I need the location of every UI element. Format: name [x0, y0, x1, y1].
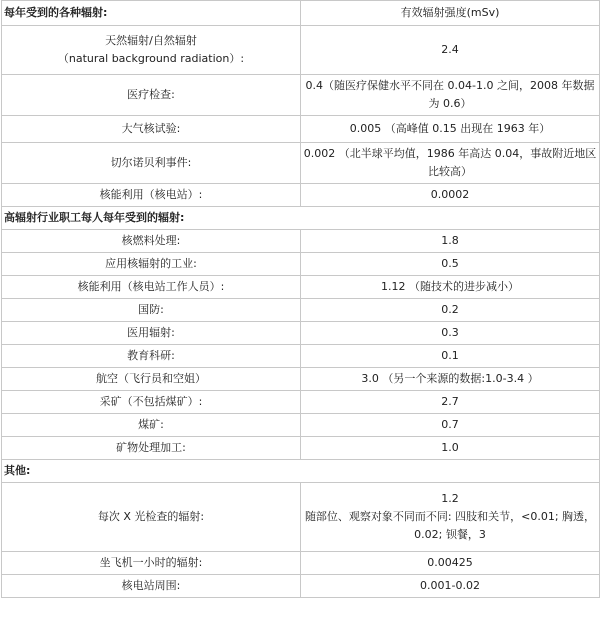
row-value: 1.0 [301, 437, 600, 460]
row-label: 每次 X 光检查的辐射: [2, 483, 301, 552]
row-value: 0.5 [301, 253, 600, 276]
section-title: 高辐射行业职工每人每年受到的辐射: [2, 207, 600, 230]
table-row [2, 437, 600, 460]
table-row [2, 299, 600, 322]
radiation-table [1, 0, 600, 598]
table-row [2, 391, 600, 414]
row-label: 国防: [2, 299, 301, 322]
row-value: 3.0 （另一个来源的数据:1.0-3.4 ） [301, 368, 600, 391]
row-value: 0.4（随医疗保健水平不同在 0.04-1.0 之间，2008 年数据为 0.6） [301, 75, 600, 116]
row-value: 1.12 （随技术的进步减小） [301, 276, 600, 299]
row-label-line1: 天然辐射/自然辐射 [105, 34, 197, 47]
section-title-row [2, 460, 600, 483]
row-label: 坐飞机一小时的辐射: [2, 552, 301, 575]
row-label: 核能利用（核电站）: [2, 184, 301, 207]
row-label [2, 26, 301, 75]
row-value: 0.3 [301, 322, 600, 345]
row-label: 煤矿: [2, 414, 301, 437]
row-label: 大气核试验: [2, 116, 301, 143]
row-label: 航空（飞行员和空姐） [2, 368, 301, 391]
header-right: 有效辐射强度(mSv) [301, 1, 600, 26]
section-title-row [2, 207, 600, 230]
row-label: 医用辐射: [2, 322, 301, 345]
row-label-line2: （natural background radiation）: [57, 52, 245, 65]
table-row [2, 276, 600, 299]
row-label: 矿物处理加工: [2, 437, 301, 460]
row-value: 2.4 [301, 26, 600, 75]
row-label: 采矿（不包括煤矿）: [2, 391, 301, 414]
table-row [2, 322, 600, 345]
row-value: 2.7 [301, 391, 600, 414]
table-row [2, 26, 600, 75]
header-left: 每年受到的各种辐射: [2, 1, 301, 26]
table-row [2, 552, 600, 575]
row-value: 0.1 [301, 345, 600, 368]
table-row [2, 184, 600, 207]
table-row [2, 230, 600, 253]
row-label: 核燃料处理: [2, 230, 301, 253]
table-row [2, 116, 600, 143]
table-row [2, 483, 600, 552]
row-label: 教育科研: [2, 345, 301, 368]
table-row [2, 368, 600, 391]
row-value-line2: 随部位、观察对象不同而不同: 四肢和关节，<0.01; 胸透，0.02; 钡餐，3 [304, 510, 596, 541]
row-value: 0.00425 [301, 552, 600, 575]
table-row [2, 75, 600, 116]
row-value: 1.8 [301, 230, 600, 253]
row-value-line1: 1.2 [441, 492, 459, 505]
row-value: 0.2 [301, 299, 600, 322]
row-label: 核能利用（核电站工作人员）: [2, 276, 301, 299]
row-label: 医疗检查: [2, 75, 301, 116]
row-label: 核电站周围: [2, 575, 301, 598]
row-value: 0.002 （北半球平均值，1986 年高达 0.04，事故附近地区比较高） [301, 143, 600, 184]
table-row [2, 253, 600, 276]
table-row [2, 143, 600, 184]
table-row [2, 575, 600, 598]
row-label: 应用核辐射的工业: [2, 253, 301, 276]
row-value [301, 483, 600, 552]
row-value: 0.0002 [301, 184, 600, 207]
table-row [2, 345, 600, 368]
table-header-row [2, 1, 600, 26]
row-value: 0.7 [301, 414, 600, 437]
row-value: 0.005 （高峰值 0.15 出现在 1963 年） [301, 116, 600, 143]
row-label: 切尔诺贝利事件: [2, 143, 301, 184]
table-row [2, 414, 600, 437]
row-value: 0.001-0.02 [301, 575, 600, 598]
section-title: 其他: [2, 460, 600, 483]
